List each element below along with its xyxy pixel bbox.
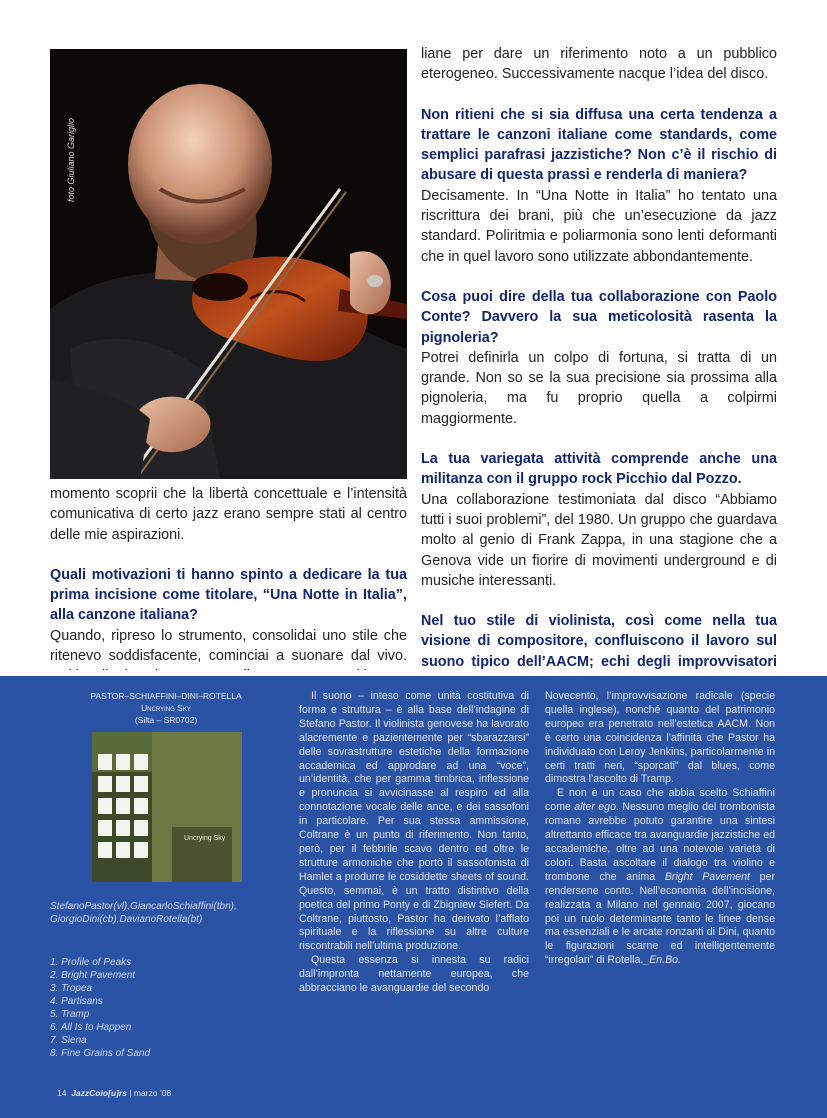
track-item: 5. Tramp	[50, 1009, 90, 1020]
interview-question: Non ritieni che si sia diffusa una certa tendenza a trattare le canzoni italiane come standards, come semplici parafrasi jazzistiche? Non c’è il rischio di abusare di questa prassi e renderla di maniera?	[421, 106, 777, 184]
track-item: 7. Siena	[50, 1035, 87, 1046]
violinist-photo	[50, 49, 407, 479]
page-number: 14	[57, 1088, 67, 1098]
photo-credit: foto Giuliano Gariglio	[66, 117, 76, 202]
track-item: 6. All Is to Happen	[50, 1022, 132, 1033]
album-artists: PASTOR–SCHIAFFINI–DINI–ROTELLA	[90, 691, 242, 701]
interview-answer: liane per dare un riferimento noto a un pubblico eterogeneo. Successivamente nacque l’idea del disco.	[421, 46, 777, 83]
album-label: (Silta – SR0702)	[134, 715, 198, 725]
album-cover-image	[92, 732, 242, 882]
album-info	[50, 690, 282, 1060]
interview-question: Quali motivazioni ti hanno spinto a dedicare la tua prima incisione come titolare, “Una Notte in Italia”, alla canzone italiana?	[50, 566, 407, 624]
interview-question: Cosa puoi dire della tua collaborazione con Paolo Conte? Davvero la sua meticolosità rasenta la pignoleria?	[421, 288, 777, 346]
paragraph: momento scoprii che la libertà concettuale e l’intensità comunicativa di certo jazz erano sempre stati al centro delle mie aspirazioni.	[50, 486, 407, 543]
track-item: 8. Fine Grains of Sand	[50, 1048, 151, 1059]
album-players: StefanoPastor(vl),GiancarloSchiaffini(tbn), GiorgioDini(cb),DavianoRotella(bt)	[50, 901, 237, 925]
album-title: Uncrying Sky	[141, 703, 191, 713]
article-column-right	[421, 44, 777, 670]
review-paragraph: Il suono – inteso come unità costitutiva di forma e struttura – è alla base dell’indagine di Stefano Pastor. Il violinista genovese ha lavorato alacremente e pazientemente per “sbarazzarsi” delle sovrastrutture estetiche della formazione accademica ed approdare ad una “voce”, un’identità, che per gamma timbrica, inflessione e pronuncia si avvicinasse al respiro ed alla connotazione vocale delle ance, e dei sassofoni in particolare. Per sua stessa ammissione, Coltrane è un punto di riferimento. Non tanto, però, per il febbrile scavo dentro ed oltre le strutture armoniche che portò il sassofonista di Hamlet a produrre le cosiddette sheets of sound. Questo, semmai, è un tratto distintivo della poetica del primo Ponty e di Zbigniew Siefert. Da Coltrane, piuttosto, Pastor ha derivato l’afflato spirituale e la riflessione su altre culture riscontrabili nell’ultima produzione.	[299, 690, 529, 953]
article-column-left	[50, 484, 407, 670]
review-paragraph: Novecento, l’improvvisazione radicale (specie quella inglese), nonché quanto del patrimonio europeo era penetrato nell’estetica AACM. Non è certo una coincidenza l’affinità che Pastor ha individuato con Leroy Jenkins, particolarmente in certi tratti neri, “sporcati” dal blues, come dimostra l’ascolto di Tramp.	[545, 690, 775, 786]
interview-answer: Quando, ripreso lo strumento, consolidai uno stile che ritenevo soddisfacente, cominciai a suonare dal vivo.	[50, 627, 407, 665]
review-column-middle	[299, 690, 529, 996]
interview-answer: Potrei definirla un colpo di fortuna, si tratta di un grande. Non so se la sua precisione sia prossima alla pignoleria, ma fu proprio quella a colpirmi maggiormente.	[421, 349, 777, 427]
track-item: 1. Profile of Peaks	[50, 957, 132, 968]
page-footer: 14 JazzColo[u]rs | marzo ’08	[57, 1088, 172, 1098]
review-paragraph: Questa essenza si innesta su radici dall’impronta nettamente europea, che abbracciano le avanguardie del secondo	[299, 954, 529, 995]
review-column-right	[545, 690, 775, 968]
interview-question: La tua variegata attività comprende anche una militanza con il gruppo rock Picchio dal Pozzo.	[421, 451, 777, 488]
track-item: 2. Bright Pavement	[50, 970, 136, 981]
track-list	[50, 956, 282, 1060]
track-item: 4. Partisans	[50, 996, 103, 1007]
reviewer-signature: _En.Bo.	[643, 954, 682, 967]
interview-answer: Una collaborazione testimoniata dal disco “Abbiamo tutti i suoi problemi”, del 1980. Un gruppo che guardava molto al genio di Frank Zappa, in una stagione che a Genova vide un fiorire di movimenti underground e di musiche interessanti.	[421, 491, 777, 589]
violinist-illustration	[50, 49, 407, 479]
review-paragraph: E non è un caso che abbia scelto Schiaffini come alter ego. Nessuno meglio del trombonista romano avrebbe potuto garantire una sintesi altrettanto efficace tra avanguardie jazzistiche ed accademiche, oltre ad una notevole varietà di colori. Basta ascoltare il dialogo tra violino e trombone che anima Bright Pavement per rendersene conto. Nell’economia dell’incisione, realizzata a Milano nel gennaio 2007, giocano poi un ruolo determinante tanto le linee dense ma essenziali e le arcate ronzanti di Dini, quanto le figurazioni scarne ed intelligentemente “irregolari” di Rotella._En.Bo.	[545, 787, 775, 967]
interview-answer: Decisamente. In “Una Notte in Italia” ho tentato una riscrittura dei brani, più che un’esecuzione da jazz standard. Poliritmia e poliarmonia sono lenti deformanti che in quel lavoro sono utilizzate abbondantemente.	[421, 187, 777, 265]
album-cover-text: Uncrying Sky	[184, 835, 226, 842]
issue-date: marzo ’08	[133, 1088, 172, 1098]
track-item: 3. Tropea	[50, 983, 93, 994]
album-cover	[92, 732, 242, 882]
magazine-name: JazzColo[u]rs	[71, 1088, 127, 1098]
interview-question: Nel tuo stile di violinista, così come nella tua visione di compositore, confluiscono il lavoro sul suono tipico dell’AACM; echi degli improvvisatori	[421, 613, 777, 670]
